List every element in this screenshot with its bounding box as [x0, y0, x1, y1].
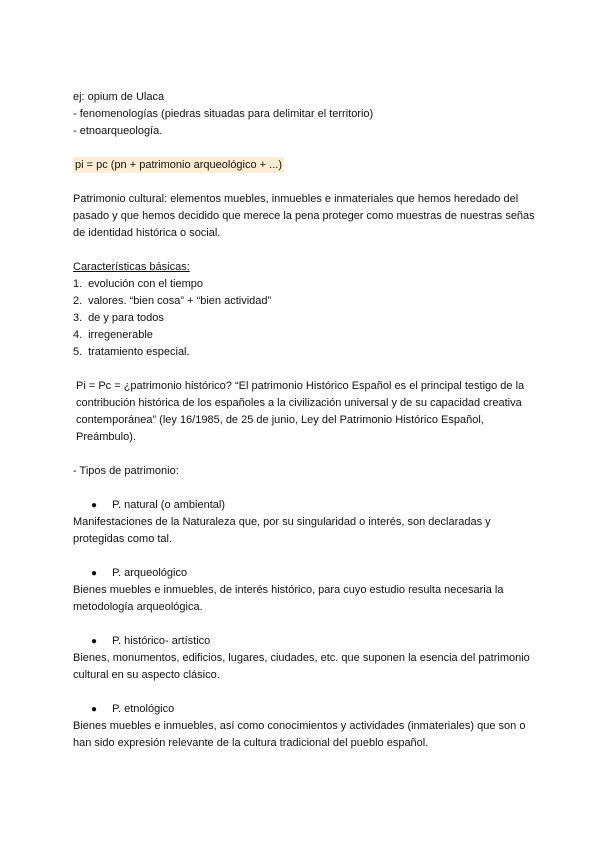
list-number: 5.	[73, 346, 83, 358]
tipo-item	[73, 684, 543, 752]
spacer	[73, 548, 543, 565]
tipo-description: Manifestaciones de la Naturaleza que, por su singularidad o interés, son declaradas y protegidas como tal.	[73, 516, 491, 545]
tipo-item	[73, 480, 543, 548]
bullet-icon: ●	[91, 568, 98, 579]
bullet-icon: ●	[91, 636, 98, 647]
list-item	[73, 327, 543, 344]
tipo-description: Bienes muebles e inmuebles, así como conocimientos y actividades (inmateriales) que son o han sido expresión relevante de la cultura tradicional del pueblo español.	[73, 720, 526, 749]
list-number: 3.	[73, 312, 83, 324]
list-item	[73, 344, 543, 361]
fenomenologias-line: - fenomenologías (piedras situadas para delimitar el territorio)	[73, 108, 374, 120]
spacer	[73, 446, 543, 463]
tipo-description: Bienes muebles e inmuebles, de interés histórico, para cuyo estudio resulta necesaria la metodología arqueológica.	[73, 584, 504, 613]
formula-highlight: pi = pc (pn + patrimonio arqueológico + ...)	[75, 159, 282, 171]
tipo-title: P. natural (o ambiental)	[112, 499, 225, 511]
etnoarqueologia-line: - etnoarqueología.	[73, 125, 163, 137]
tipo-item	[73, 548, 543, 616]
formula-line	[73, 157, 543, 174]
list-text: de y para todos	[88, 312, 164, 324]
list-number: 2.	[73, 295, 83, 307]
list-text: irregenerable	[88, 329, 153, 341]
spacer	[73, 684, 543, 701]
tipo-title-row	[73, 497, 543, 514]
bullet-icon: ●	[91, 500, 98, 511]
spacer	[73, 242, 543, 259]
tipo-title: P. histórico- artístico	[112, 635, 211, 647]
spacer	[73, 140, 543, 157]
list-number: 4.	[73, 329, 83, 341]
quote-paragraph: Pi = Pc = ¿patrimonio histórico? “El patrimonio Histórico Español es el principal testigo de la contribución histórica de los españoles a la civilización universal y de su capacidad creativa contemporánea” (ley 16/1985, de 25 de junio, Ley del Patrimonio Histórico Español, Preámbulo).	[76, 380, 525, 443]
tipo-title-row	[73, 633, 543, 650]
document-page	[73, 89, 543, 752]
list-text: tratamiento especial.	[88, 346, 190, 358]
example-line: ej: opium de Ulaca	[73, 91, 165, 103]
list-text: valores. “bien cosa” + “bien actividad”	[88, 295, 272, 307]
spacer	[73, 480, 543, 497]
list-number: 1.	[73, 278, 83, 290]
tipo-item	[73, 616, 543, 684]
spacer	[73, 361, 543, 378]
tipo-title: P. arqueológico	[112, 567, 188, 579]
caracteristicas-heading: Características básicas:	[73, 261, 190, 273]
tipo-title-row	[73, 701, 543, 718]
list-item	[73, 276, 543, 293]
tipo-title-row	[73, 565, 543, 582]
spacer	[73, 174, 543, 191]
tipo-title: P. etnológico	[112, 703, 175, 715]
list-text: evolución con el tiempo	[88, 278, 204, 290]
spacer	[73, 616, 543, 633]
list-item	[73, 293, 543, 310]
definition-paragraph: Patrimonio cultural: elementos muebles, inmuebles e inmateriales que hemos heredado del pasado y que hemos decidido que merece la pena proteger como muestras de nuestras señas de identidad histórica o social.	[73, 193, 535, 239]
list-item	[73, 310, 543, 327]
tipos-heading: - Tipos de patrimonio:	[73, 465, 179, 477]
caracteristicas-list	[73, 276, 543, 361]
tipos-list	[73, 480, 543, 752]
bullet-icon: ●	[91, 704, 98, 715]
tipo-description: Bienes, monumentos, edificios, lugares, ciudades, etc. que suponen la esencia del patrimonio cultural en su aspecto clásico.	[73, 652, 530, 681]
